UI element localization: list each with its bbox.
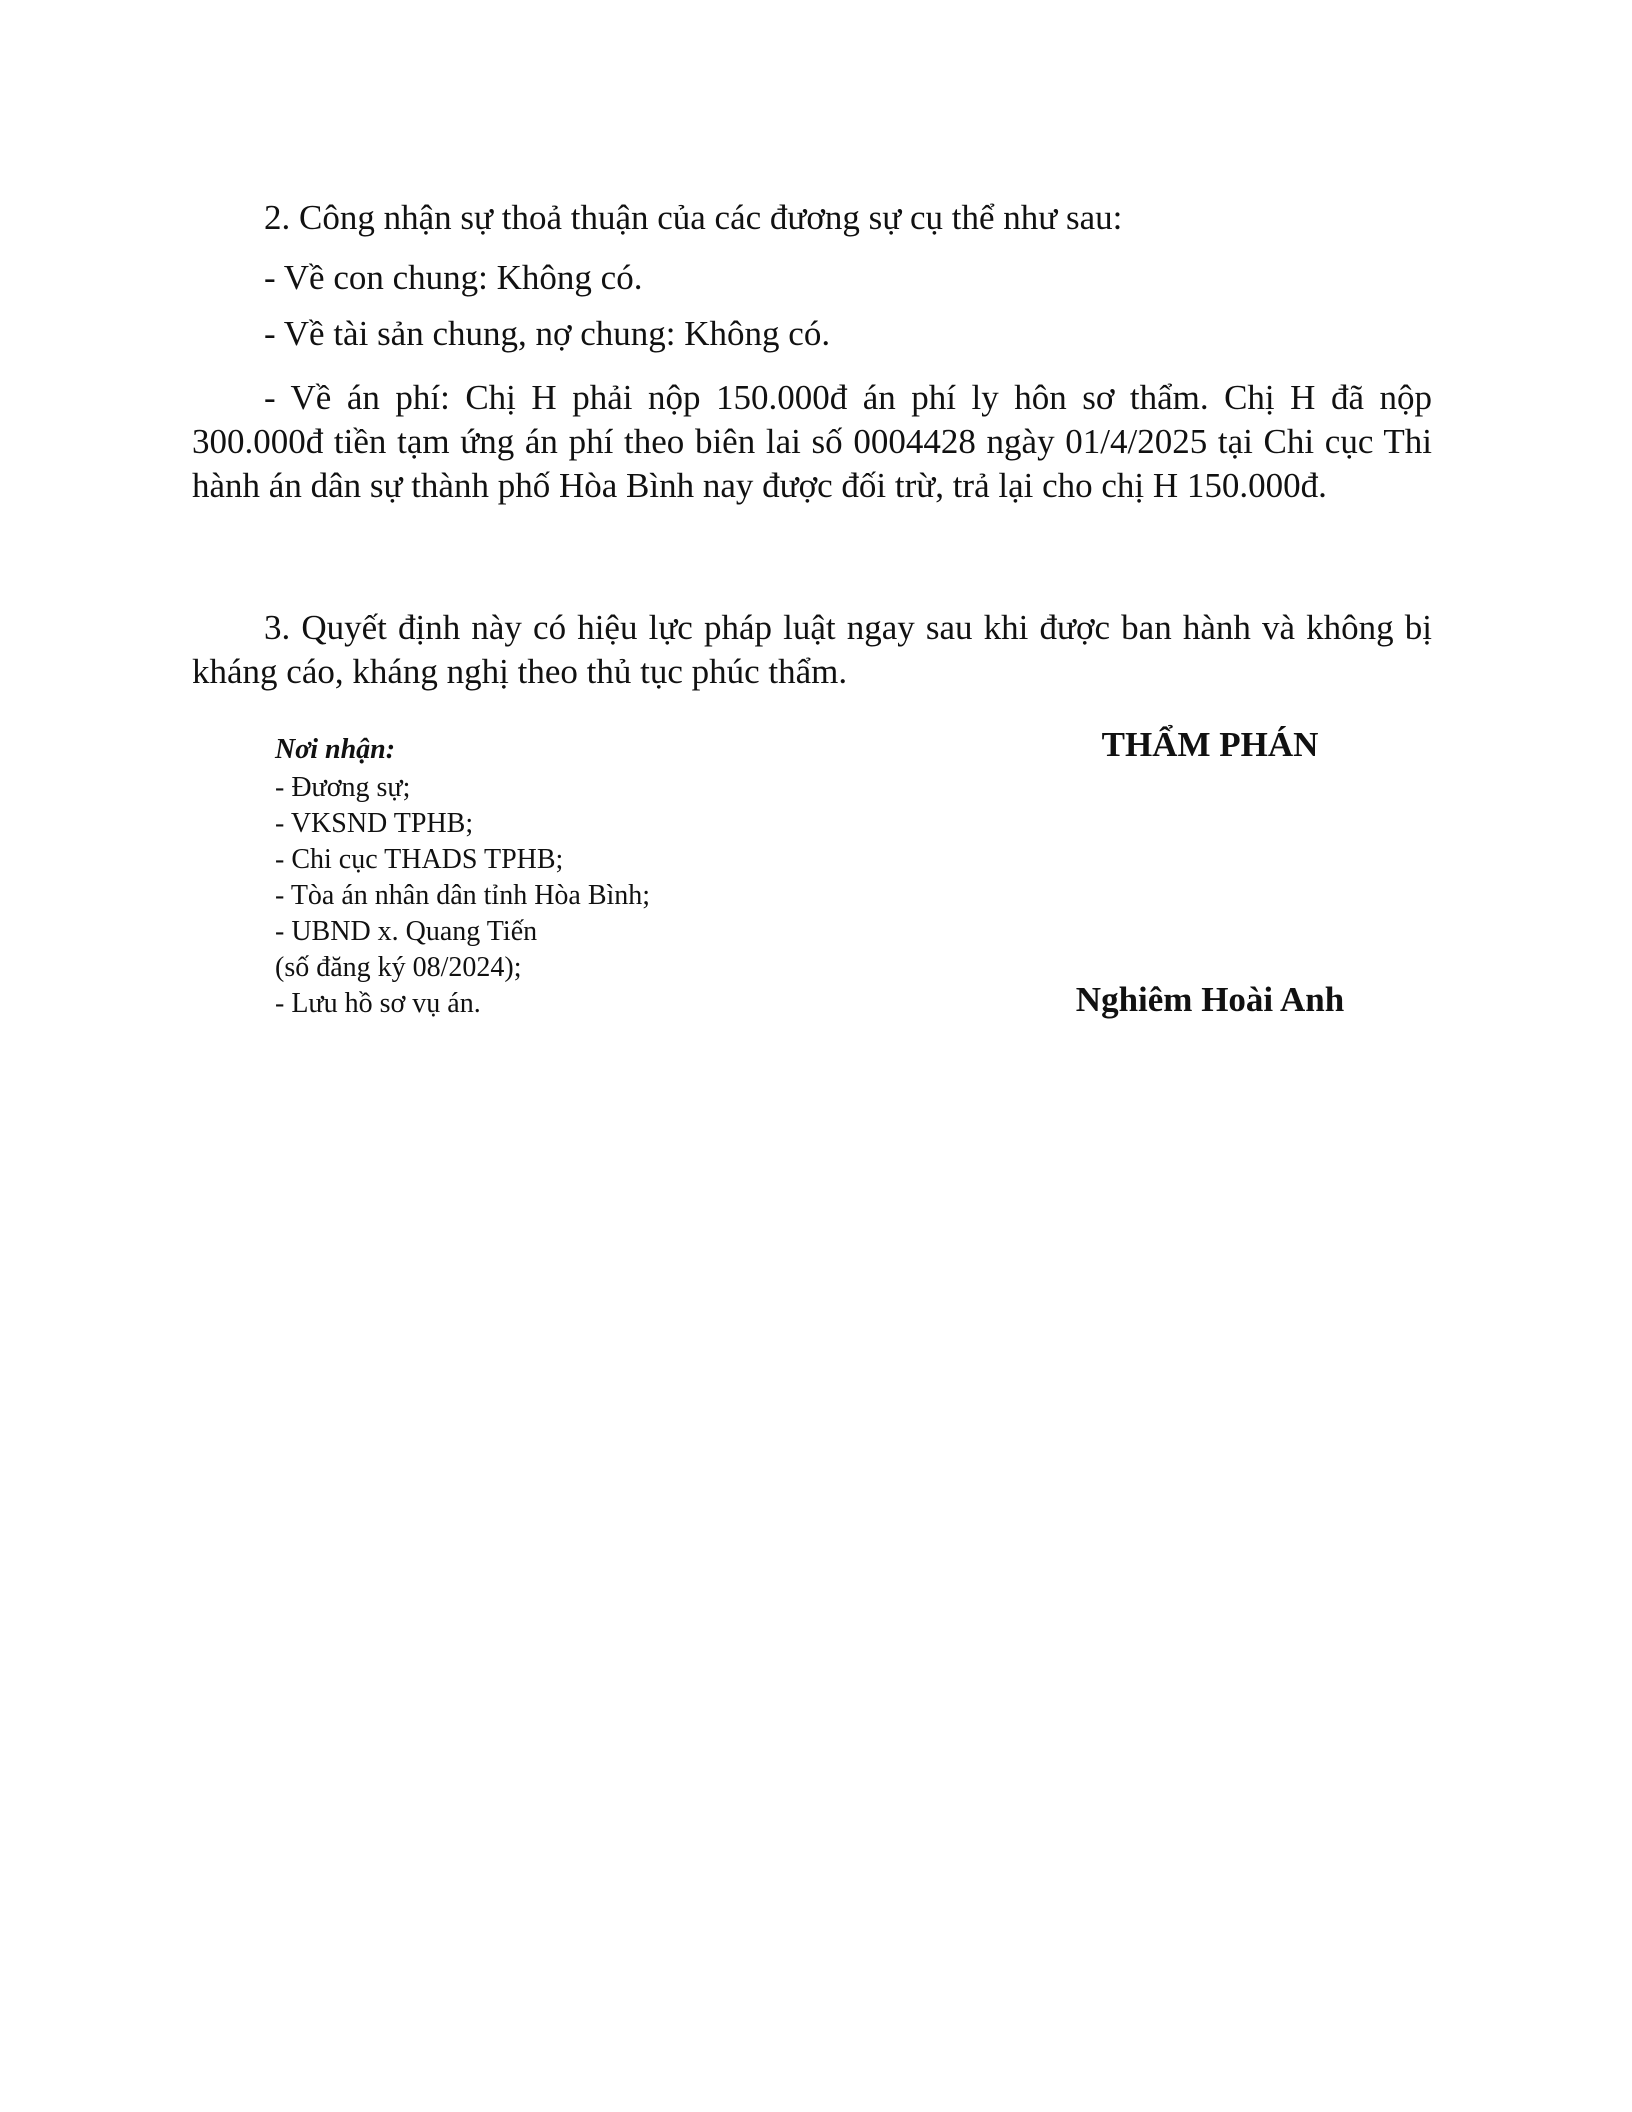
recipients-heading: Nơi nhận:	[275, 734, 396, 765]
recipient-item: - VKSND TPHB;	[275, 808, 474, 839]
signer-name: Nghiêm Hoài Anh	[1075, 980, 1345, 1019]
section-3-effect: 3. Quyết định này có hiệu lực pháp luật ngay sau khi được ban hành và không bị kháng cáo, kháng nghị theo thủ tục phúc thẩm.	[192, 608, 1432, 691]
court-fee-clause: - Về án phí: Chị H phải nộp 150.000đ án phí ly hôn sơ thẩm. Chị H đã nộp 300.000đ tiền tạm ứng án phí theo biên lai số 0004428 ngày 01/4/2025 tại Chi cục Thi hành án dân sự thành phố Hòa Bình nay được đối trừ, trả lại cho chị H 150.000đ.	[192, 378, 1432, 505]
recipient-item: - Đương sự;	[275, 772, 411, 803]
recipients-block	[275, 732, 835, 1022]
recipient-item: - UBND x. Quang Tiến	[275, 916, 538, 947]
recipient-item: - Chi cục THADS TPHB;	[275, 844, 564, 875]
recipient-item: (số đăng ký 08/2024);	[275, 952, 522, 983]
signer-title: THẨM PHÁN	[1101, 725, 1319, 764]
recipient-item: - Tòa án nhân dân tỉnh Hòa Bình;	[275, 880, 651, 911]
children-clause: - Về con chung: Không có.	[264, 258, 643, 297]
property-clause: - Về tài sản chung, nợ chung: Không có.	[264, 314, 831, 353]
recipient-item: - Lưu hồ sơ vụ án.	[275, 988, 481, 1019]
section-2-intro: 2. Công nhận sự thoả thuận của các đương sự cụ thể như sau:	[264, 198, 1123, 237]
